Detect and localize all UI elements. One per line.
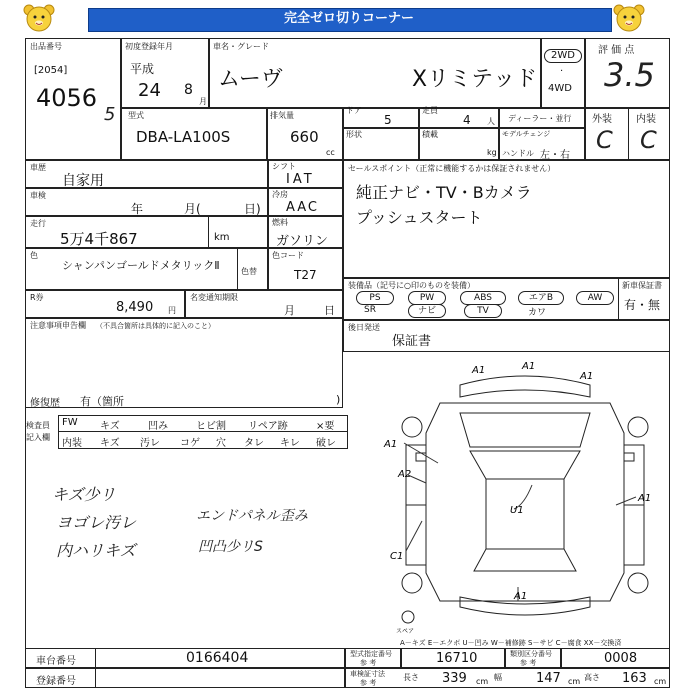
warranty-divider — [618, 278, 619, 320]
seats-value: 4 — [463, 113, 471, 127]
model-change-label: モデルチェンジ — [502, 130, 551, 138]
category-label: 類別区分番号 — [510, 650, 552, 658]
doors-label: ドア — [346, 106, 362, 115]
ext-int-divider — [628, 108, 629, 160]
inspector-label-2: 記入欄 — [26, 433, 50, 442]
mileage-label: 走行 — [30, 219, 46, 228]
equip-pw: PW — [408, 291, 446, 305]
banner — [0, 0, 700, 38]
chassis-label: 車台番号 — [36, 656, 76, 667]
damage-legend: A－キズ E－エクボ U－凹み W－補修跡 S－サビ C－腐食 XX－交換済 — [400, 639, 622, 647]
equip-airbag: エアB — [518, 291, 564, 305]
car-damage-diagram — [380, 355, 670, 635]
inspector-row2-cat: 内装 — [62, 438, 82, 449]
recycle-unit: 円 — [168, 306, 176, 315]
model-value: DBA-LA100S — [136, 128, 231, 146]
width-unit: cm — [568, 677, 581, 686]
car-name: ムーヴ — [218, 67, 283, 92]
dereg-month: 月 — [284, 304, 295, 317]
damage-mark: A2 — [398, 469, 412, 480]
equip-leather: カワ — [528, 308, 547, 318]
displacement-unit: cc — [326, 148, 335, 157]
length-value: 339 — [442, 671, 467, 686]
inspector-row2-item: 破レ — [316, 438, 336, 449]
dimensions-label: 車検証寸法 — [350, 670, 385, 678]
handle-label: ハンドル — [502, 149, 534, 158]
inspection-year: 年 — [131, 202, 144, 216]
bear-mascot-icon — [22, 4, 56, 36]
repair-close: ) — [336, 393, 341, 406]
inspector-row1-cat: FW — [62, 417, 78, 428]
equip-sr: SR — [364, 305, 376, 315]
height-label: 高さ — [584, 673, 600, 682]
lot-number: 4056 — [36, 84, 98, 112]
damage-mark: A1 — [384, 439, 398, 450]
dereg-label: 名変通知期限 — [190, 293, 238, 302]
cooling-label: 冷房 — [272, 190, 288, 199]
load-label: 積載 — [422, 130, 438, 139]
color-divider — [237, 248, 238, 290]
after-label: 後日発送 — [348, 323, 380, 332]
repair-value: 有（箇所 — [80, 395, 124, 408]
notes-sub: （不具合箇所は具体的に記入のこと） — [96, 322, 215, 330]
color-label: 色 — [30, 251, 38, 260]
model-label: 型式 — [128, 111, 144, 120]
repaint-label: 色替 — [241, 267, 257, 276]
width-label: 幅 — [494, 673, 502, 682]
lot-code: [2054] — [34, 65, 68, 76]
inspector-label-1: 検査員 — [26, 421, 50, 430]
inspector-row2-item: コゲ — [180, 438, 200, 449]
bear-mascot-icon — [612, 4, 646, 36]
inspector-row2-item: キズ — [100, 438, 120, 449]
exterior-score: C — [596, 126, 613, 154]
first-reg-era: 平成 — [130, 62, 155, 76]
equip-ps: PS — [356, 291, 394, 305]
score-value: 3.5 — [604, 56, 655, 94]
displacement-label: 排気量 — [270, 111, 294, 120]
spare-label: スペア — [396, 628, 415, 635]
notes-label: 注意事項申告欄 — [30, 321, 86, 330]
first-reg-month-unit: 月 — [199, 97, 207, 106]
fuel-value: ガソリン — [276, 234, 329, 249]
sales-point-2: プッシュスタート — [356, 208, 483, 227]
mileage-divider — [208, 216, 209, 248]
first-reg-month: 8 — [184, 82, 193, 98]
mileage-value: 5万4千867 — [60, 230, 138, 248]
first-reg-year: 24 — [138, 80, 161, 101]
shift-value: IAT — [286, 172, 315, 187]
inspection-month: 月( — [184, 202, 201, 216]
damage-mark: U1 — [510, 505, 524, 516]
drive-dot: · — [560, 66, 564, 77]
drive-2wd: 2WD — [544, 49, 582, 63]
recycle-label: R券 — [30, 293, 44, 302]
category-value: 0008 — [604, 651, 638, 666]
inspector-row1-item: 凹み — [148, 421, 168, 432]
load-unit: kg — [487, 148, 497, 157]
inspection-day: 日) — [244, 202, 261, 216]
inspection-box — [25, 188, 268, 216]
dimensions-sub: 参 考 — [360, 679, 377, 687]
inspector-row1-item: ヒビ割 — [196, 421, 226, 432]
height-value: 163 — [622, 671, 647, 686]
inspection-label: 車検 — [30, 191, 46, 200]
inspector-row2-item: 汚レ — [140, 438, 160, 449]
car-name-label: 車名・グレード — [213, 42, 269, 51]
after-value: 保証書 — [392, 334, 432, 349]
new-warranty-label: 新車保証書 — [622, 281, 662, 290]
inspector-row1-item: キズ — [100, 421, 120, 432]
new-warranty-value: 有・無 — [624, 298, 661, 312]
registration-label: 登録番号 — [36, 676, 76, 687]
score-label: 評 価 点 — [598, 45, 635, 56]
exterior-label: 外装 — [592, 114, 612, 125]
damage-mark: A1 — [580, 371, 594, 382]
inspector-row2-item: キレ — [280, 438, 300, 449]
first-reg-label: 初度登録年月 — [125, 42, 173, 51]
handwritten-note: キズ少リ — [52, 485, 116, 504]
displacement-value: 660 — [290, 128, 319, 146]
shape-label: 形状 — [346, 130, 362, 139]
equip-navi: ナビ — [408, 304, 446, 318]
lot-label: 出品番号 — [30, 42, 62, 51]
recycle-box — [25, 290, 185, 318]
color-code-value: T27 — [294, 268, 317, 282]
equip-aw: AW — [576, 291, 614, 305]
dereg-day: 日 — [324, 304, 335, 317]
inspector-row1-item: リペア跡 — [248, 421, 288, 432]
seats-unit: 人 — [487, 117, 495, 126]
category-sub: 参 考 — [520, 659, 537, 667]
type-desig-value: 16710 — [436, 651, 478, 666]
width-value: 147 — [536, 671, 561, 686]
doors-value: 5 — [384, 113, 392, 127]
repair-label: 修復歴 — [30, 398, 60, 409]
height-unit: cm — [654, 677, 667, 686]
damage-mark: A1 — [472, 365, 486, 376]
notes-box — [25, 318, 343, 408]
inspector-row1-item: ×要 — [316, 421, 335, 432]
lot-suffix: 5 — [104, 104, 116, 125]
seats-label: 定員 — [422, 106, 438, 115]
damage-mark: A1 — [522, 361, 536, 372]
usage-value: 自家用 — [62, 173, 104, 189]
car-grade: Xリミテッド — [412, 67, 538, 92]
damage-mark: A1 — [638, 493, 652, 504]
handwritten-note: 内ハリキズ — [56, 541, 136, 560]
handwritten-note: ヨゴレ汚レ — [56, 513, 137, 532]
inspector-row2-item: タレ — [244, 438, 264, 449]
sales-points-label: セールスポイント（正常に機能するかは保証されません） — [348, 164, 556, 173]
color-code-label: 色コード — [272, 251, 304, 260]
handle-value: 左・右 — [540, 150, 570, 161]
damage-mark: C1 — [390, 551, 404, 562]
cooling-value: AAC — [286, 200, 319, 215]
damage-mark: A1 — [514, 591, 528, 602]
length-label: 長さ — [403, 673, 419, 682]
length-unit: cm — [476, 677, 489, 686]
equip-abs: ABS — [460, 291, 506, 305]
dealer-label: ディーラー・並行 — [508, 114, 572, 123]
handwritten-note: 凹凸少リS — [198, 539, 263, 555]
sales-point-1: 純正ナビ・TV・Bカメラ — [356, 183, 532, 202]
equipment-label: 装備品（記号に○印のものを装備） — [348, 281, 475, 290]
interior-label: 内装 — [636, 114, 656, 125]
banner-title: 完全ゼロ切りコーナー — [283, 11, 414, 26]
inspector-row2-item: 穴 — [216, 438, 226, 449]
drive-4wd: 4WD — [548, 83, 572, 94]
fuel-label: 燃料 — [272, 218, 288, 227]
equip-tv: TV — [464, 304, 502, 318]
chassis-value: 0166404 — [186, 650, 249, 666]
handwritten-note: エンドパネル歪み — [196, 508, 308, 524]
recycle-value: 8,490 — [116, 300, 154, 315]
mileage-unit: km — [214, 232, 230, 243]
type-desig-sub: 参 考 — [360, 659, 377, 667]
color-value: シャンパンゴールドメタリックⅡ — [62, 259, 220, 272]
type-desig-label: 型式指定番号 — [350, 650, 392, 658]
shift-label: シフト — [272, 162, 296, 171]
usage-label: 車歴 — [30, 163, 46, 172]
interior-score: C — [640, 126, 657, 154]
